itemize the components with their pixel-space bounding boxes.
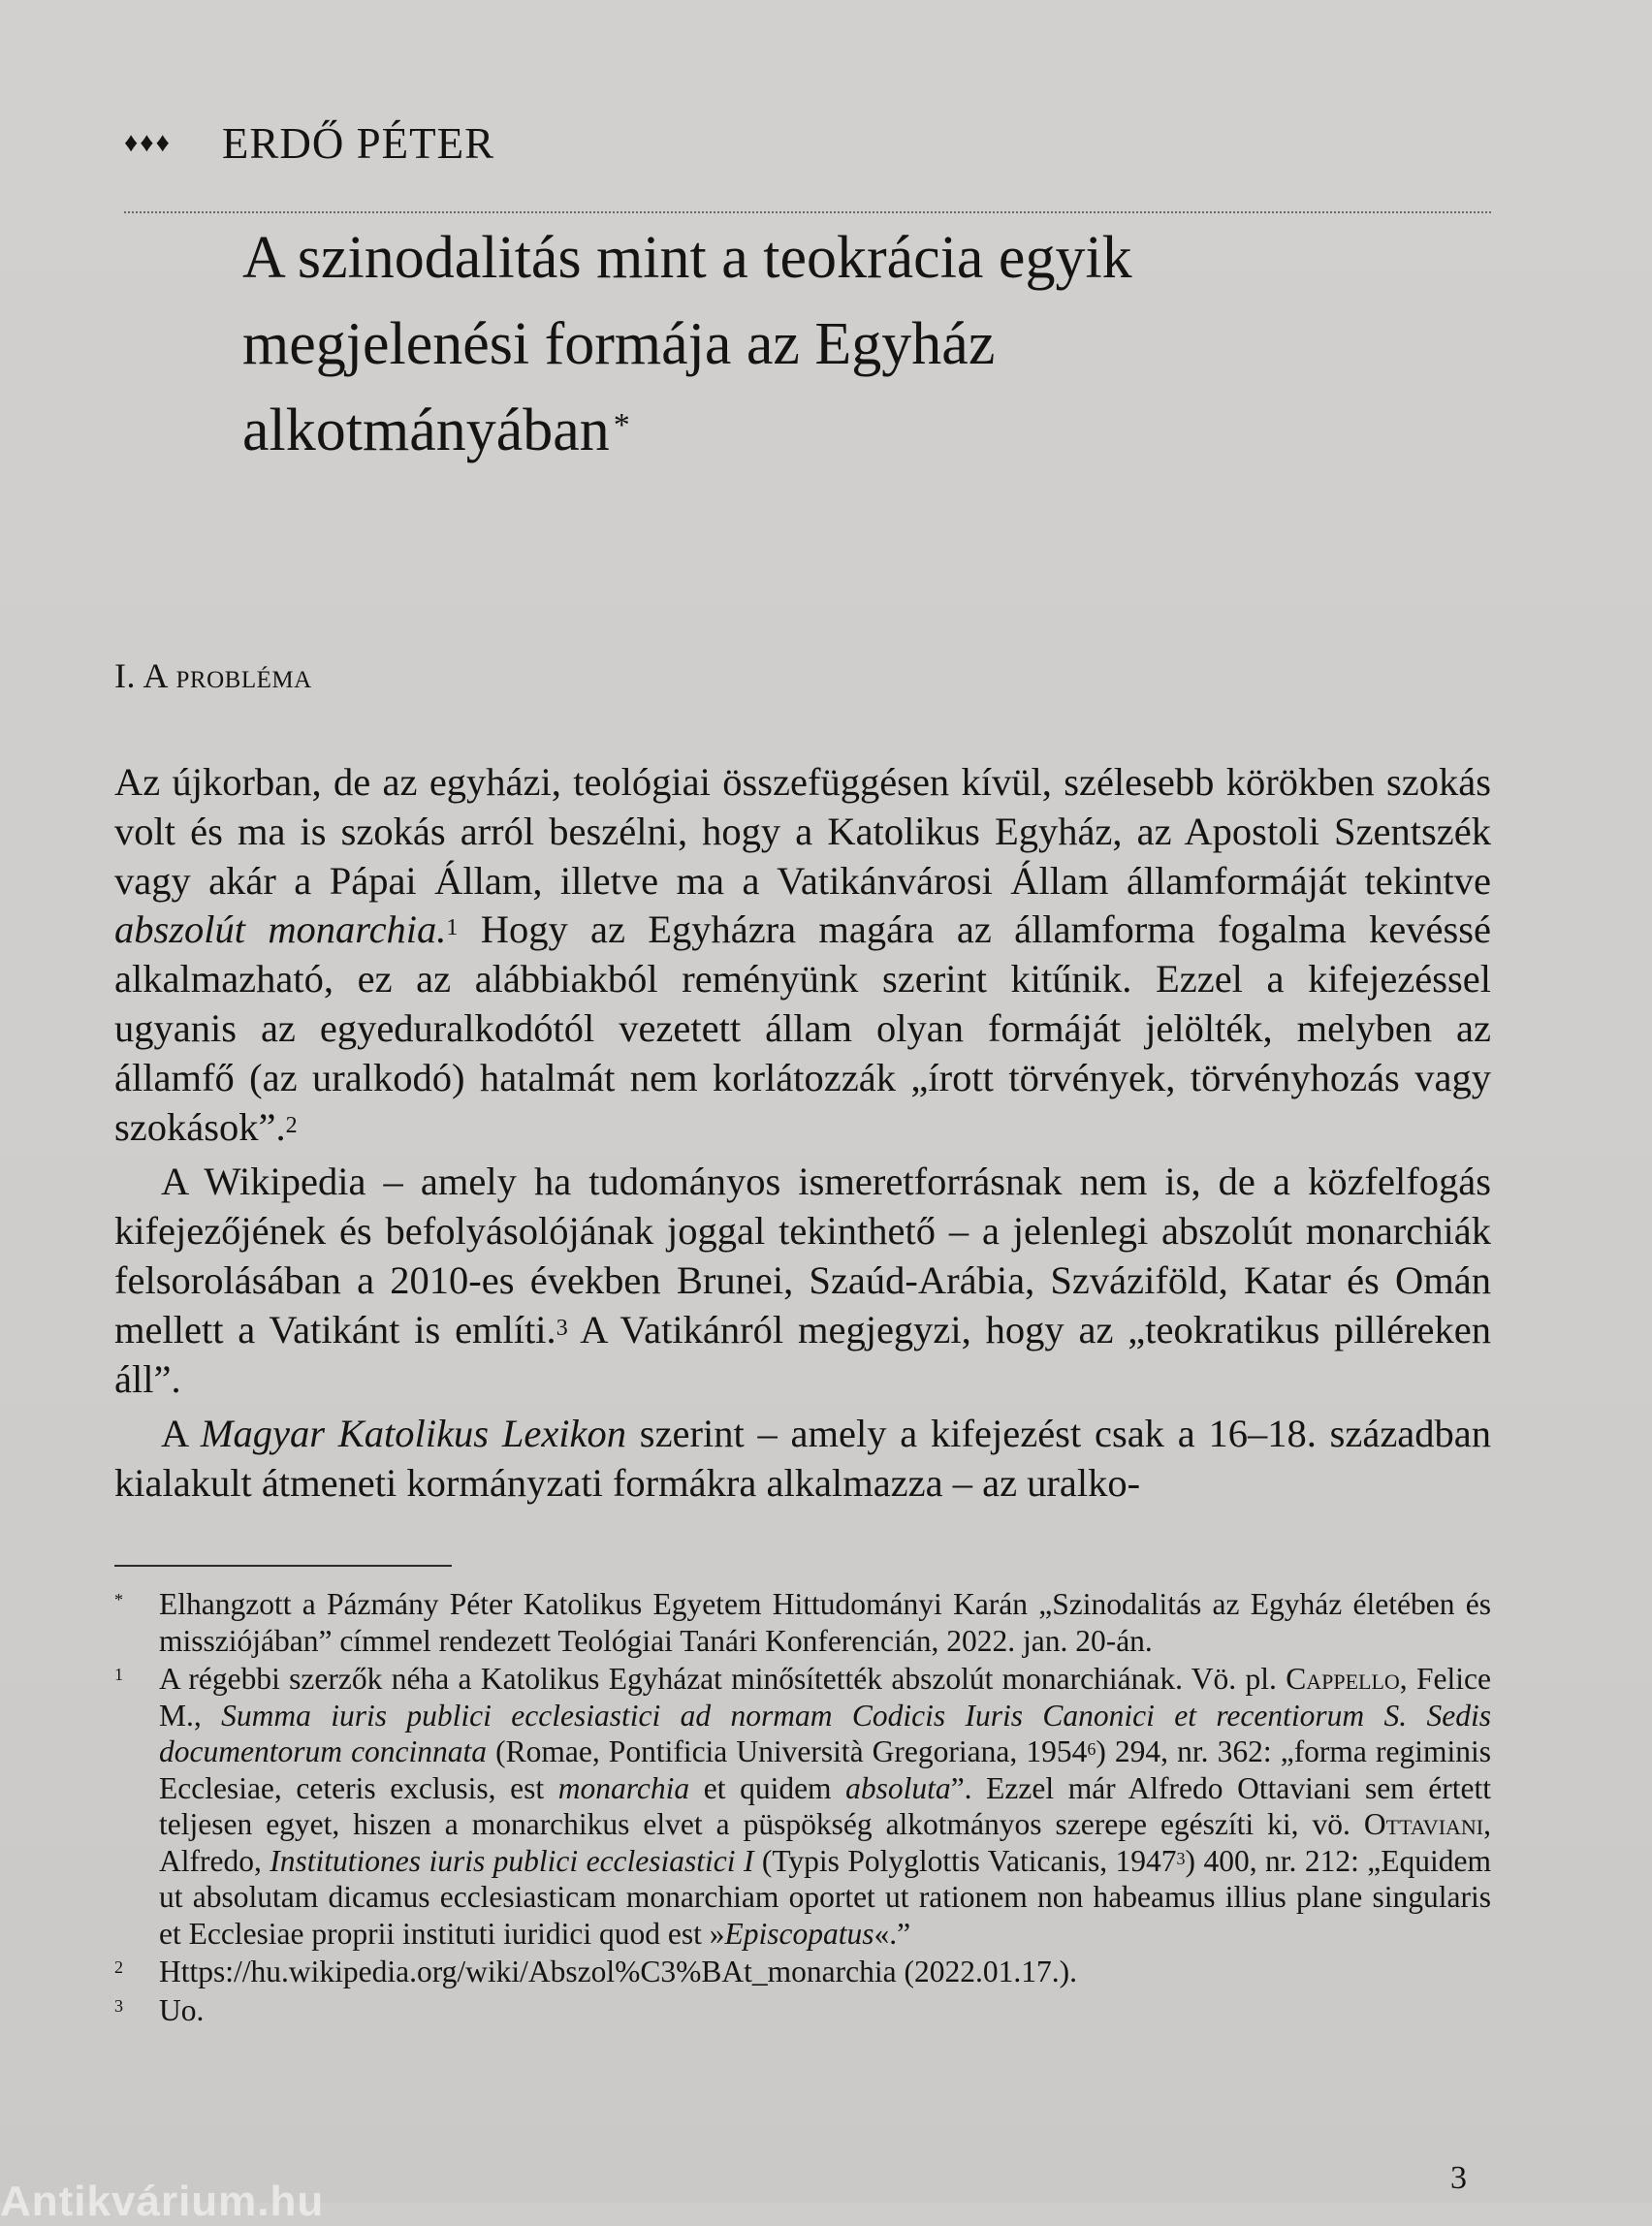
paragraph-2: A Wikipedia – amely ha tudományos ismeretforrásnak nem is, de a közfelfogás kifejezőjének és befolyásolójának joggal tekinthető – a jelenlegi abszolút monarchiák felsorolásában a 2010-es években Brunei, Szaúd-Arábia, Szváziföld, Katar és Omán mellett a Vatikánt is említi.$^3$ A Vatikánról megjegyzi, hogy az „teokratikus pilléreken áll”. — [114, 1160, 1491, 1401]
header-divider — [124, 211, 1491, 213]
title-line-2: megjelenési formája az Egyház — [242, 311, 996, 377]
title-line-1: A szinodalitás mint a teokrácia egyik — [242, 225, 1132, 291]
footnote-ref-1[interactable]: 1 — [446, 915, 459, 941]
footnote-url[interactable]: Https://hu.wikipedia.org/wiki/Abszol%C3%BAt_monarchia (2022.01.17.). — [159, 1955, 1077, 1988]
footnote-3: 3 Uo. — [114, 1992, 1491, 2029]
footnotes — [114, 1586, 1491, 2030]
body-text — [114, 758, 1491, 1514]
article-title — [242, 215, 1406, 474]
footnote-mark: 1 — [114, 1665, 123, 1684]
footnote-1: 1 A régebbi szerzők néha a Katolikus Egyházat minősítették abszolút monarchiának. Vö. pl. Cappello, Felice M., Summa iuris publici ecclesiastici ad normam Codicis Iuris Canonici et recentiorum S. Sedis documentorum concinnata (Romae, Pontificia Università Gregoriana, 1954$^6$) 294, nr. 362: „forma regiminis Ecclesiae, ceteris exclusis, est monarchia et quidem absoluta”. Ezzel már Alfredo Ottaviani sem értett teljesen egyet, hiszen a monarchikus elvet a püspökség alkotmányos szerepe egészíti ki, vö. Ottaviani, Alfredo, Institutiones iuris publici ecclesiastici I (Typis Polyglottis Vaticanis, 1947$^3$) 400, nr. 212: „Equidem ut absolutam dicamus ecclesiasticam monarchiam oportet ut rationem non habeamus illius plane singularis et Ecclesiae proprii instituti iuridici quod est »Episcopatus«.” — [114, 1661, 1491, 1952]
footnote-mark: 3 — [114, 1995, 123, 2016]
footnote-mark: * — [114, 1590, 123, 1609]
footnote-mark: 2 — [114, 1957, 123, 1977]
section-title: probléma — [175, 656, 312, 695]
section-heading — [114, 655, 312, 696]
footnote-ref-3[interactable]: 3 — [556, 1315, 568, 1341]
running-header — [124, 114, 1491, 173]
emphasis: Magyar Katolikus Lexikon — [200, 1412, 627, 1456]
title-line-3: alkotmányában — [242, 398, 610, 463]
diamond-ornament-icon: ♦♦♦ — [124, 128, 172, 158]
footnote-star: * Elhangzott a Pázmány Péter Katolikus Egyetem Hittudományi Karán „Szinodalitás az Egyház életében és missziójában” címmel rendezett Teológiai Tanári Konferencián, 2022. jan. 20-án. — [114, 1586, 1491, 1659]
watermark-logo: Antikvárium.hu — [0, 2178, 325, 2225]
title-footnote-mark[interactable]: * — [613, 407, 630, 443]
section-number: I. A — [114, 656, 168, 695]
footnote-ref-2[interactable]: 2 — [285, 1112, 298, 1138]
footnote-2 — [114, 1954, 1491, 1990]
emphasis: abszolút monarchia. — [114, 907, 447, 952]
footnote-separator — [114, 1565, 452, 1567]
paragraph-3: A Magyar Katolikus Lexikon szerint – amely a kifejezést csak a 16–18. században kialakult átmeneti kormányzati formákra alkalmazza – az uralko- — [114, 1412, 1492, 1506]
author-name: ERDŐ PÉTER — [221, 119, 495, 168]
page-number: 3 — [1450, 2160, 1467, 2196]
paragraph-1: Az újkorban, de az egyházi, teológiai összefüggésen kívül, szélesebb körökben szokás volt és ma is szokás arról beszélni, hogy a Katolikus Egyház, az Apostoli Szentszék vagy akár a Pápai Állam, illetve ma a Vatikánvárosi Állam államformáját tekintve abszolút monarchia.$^1$ Hogy az Egyházra magára az államforma fogalma kevéssé alkalmazható, ez az alábbiakból reményünk szerint kitűnik. Ezzel a kifejezéssel ugyanis az egyeduralkodótól vezetett állam olyan formáját jelölték, melyben az államfő (az uralkodó) hatalmát nem korlátozzák „írott törvények, törvényhozás vagy szokások”.$^2$ — [114, 760, 1491, 1149]
